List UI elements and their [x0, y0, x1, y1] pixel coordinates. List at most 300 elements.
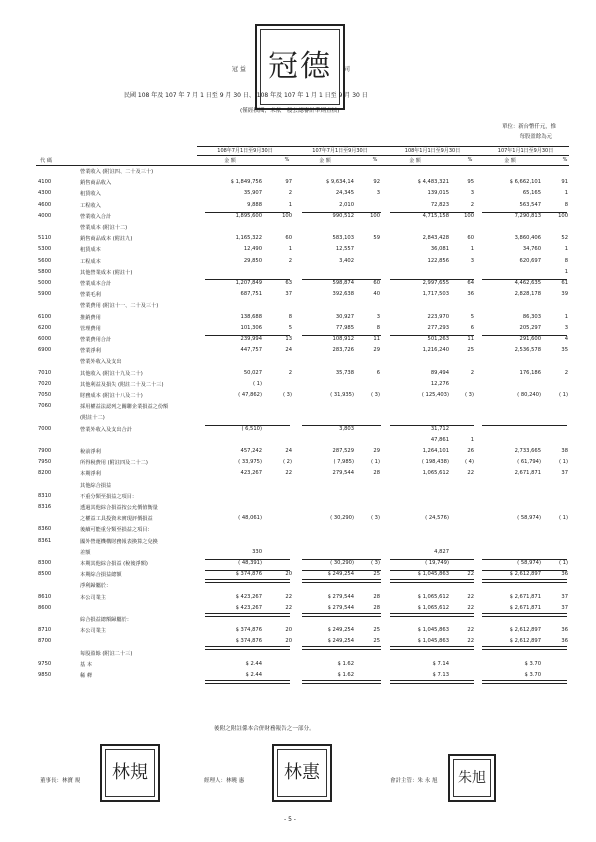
row-code: 8316	[38, 504, 52, 510]
amount-cell: 3,402	[339, 257, 354, 264]
row-label: 後續可能重分類至損益之項目：	[80, 527, 153, 534]
amount-cell: ( 125,403)	[421, 392, 449, 398]
percent-cell: 1	[564, 313, 568, 320]
total-double-rule	[205, 680, 290, 684]
amount-cell: 3,860,406	[514, 235, 541, 242]
report-period: 民國 108 年及 107 年 7 月 1 日至 9 月 30 日、 108 年及 107 年 1 月 1 日至 9 月 30 日	[124, 92, 368, 99]
row-label: 不重分類至損益之項目：	[80, 493, 138, 500]
amount-cell: 2,671,871	[514, 470, 541, 477]
accountant-seal-stamp	[448, 754, 496, 802]
amount-cell: $ 7.14	[432, 660, 449, 667]
percent-cell: ( 3)	[465, 392, 474, 398]
percent-cell: 36	[561, 571, 568, 578]
row-code: 8360	[38, 526, 52, 533]
company-name-prefix: 冠 益	[232, 66, 246, 73]
amount-cell: 3,803	[339, 425, 354, 432]
amount-cell: 279,544	[332, 470, 354, 477]
amount-cell: 34,760	[522, 246, 541, 253]
amount-cell: $ 2,612,897	[509, 638, 541, 645]
percent-cell: 22	[467, 604, 474, 611]
table-row	[0, 381, 596, 391]
row-label: 營業費用合計	[80, 337, 112, 343]
row-label: 稀 釋	[80, 673, 93, 679]
percent-cell: 63	[285, 280, 292, 286]
percent-cell: ( 2)	[283, 459, 292, 466]
percent-cell: 38	[561, 448, 568, 454]
subtotal-rule	[205, 570, 290, 571]
percent-cell: 37	[561, 604, 568, 611]
percent-cell: 25	[373, 638, 380, 645]
amount-header-4: 金 額	[504, 158, 516, 164]
percent-cell: 52	[561, 235, 568, 242]
column-header-3: 108年1月1日至9月30日	[404, 148, 461, 154]
amount-cell: $ 279,544	[327, 593, 354, 600]
row-label: 其他利益及損失 (附註二十及二十三)	[80, 381, 164, 388]
percent-cell: 25	[373, 627, 380, 634]
table-row	[0, 358, 596, 368]
amount-cell: 4,715,158	[422, 212, 449, 219]
code-column-label: 代 碼	[40, 158, 53, 164]
amount-cell: 687,751	[240, 291, 262, 298]
table-row	[0, 526, 596, 536]
row-label: 本期綜合損益總額	[80, 572, 122, 579]
row-label: (附註十二)	[80, 415, 105, 422]
percent-cell: 1	[564, 246, 568, 253]
subtotal-rule	[482, 279, 567, 280]
row-code: 9850	[38, 672, 52, 678]
percent-cell: 37	[561, 593, 568, 600]
amount-cell: 12,490	[243, 246, 262, 253]
subtotal-rule	[482, 425, 567, 426]
amount-cell: 447,757	[240, 347, 262, 354]
percent-cell: ( 1)	[559, 392, 568, 398]
table-row	[0, 459, 596, 469]
amount-header-1: 金 額	[224, 158, 236, 164]
row-label: 之權益工具投資未實現評價損益	[80, 516, 153, 523]
table-row	[0, 213, 596, 223]
percent-cell: ( 3)	[283, 392, 292, 398]
amount-cell: 30,927	[335, 313, 354, 320]
row-code: 7900	[38, 448, 52, 454]
amount-cell: $ 374,876	[235, 627, 262, 634]
accountant-seal-glyph: 朱旭	[458, 770, 486, 786]
amount-cell: ( 31,935)	[330, 392, 354, 398]
table-row	[0, 336, 596, 346]
row-label: 透過其他綜合損益按公允價值衡量	[80, 505, 158, 511]
percent-cell: ( 3)	[371, 560, 380, 566]
total-double-rule	[302, 680, 381, 684]
row-code: 5900	[38, 291, 52, 298]
amount-cell: 138,688	[240, 313, 262, 320]
percent-cell: 5	[288, 324, 292, 331]
row-code: 8310	[38, 492, 52, 499]
percent-cell: 2	[470, 369, 474, 376]
subtotal-rule	[390, 335, 474, 336]
subtotal-rule	[302, 570, 381, 571]
amount-cell: 122,856	[427, 257, 449, 264]
subtotal-rule	[390, 425, 474, 426]
percent-cell: 3	[470, 257, 474, 264]
percent-cell: 39	[561, 291, 568, 298]
percent-cell: 1	[288, 246, 292, 253]
amount-cell: 35,907	[243, 190, 262, 197]
table-row	[0, 661, 596, 671]
row-label: 營業收入 (附註四、二十及三十)	[80, 169, 154, 175]
amount-cell: $ 1,849,756	[230, 179, 262, 186]
percent-cell: ( 3)	[371, 392, 380, 398]
percent-cell: 29	[373, 448, 380, 454]
amount-cell: ( 48,391)	[238, 560, 262, 566]
percent-cell: 1	[470, 246, 474, 253]
amount-cell: $ 374,876	[235, 571, 262, 578]
header-mid-rule	[197, 155, 569, 156]
percent-cell: 3	[470, 190, 474, 197]
amount-cell: ( 58,974)	[517, 515, 541, 522]
percent-cell: 11	[373, 336, 380, 342]
amount-cell: 101,306	[240, 324, 262, 331]
percent-cell: 37	[285, 291, 292, 298]
amount-cell: $ 1.62	[337, 660, 354, 667]
percent-cell: 22	[467, 627, 474, 634]
amount-cell: 72,823	[430, 201, 449, 208]
row-label: 財務成本 (附註十八及二十)	[80, 393, 143, 399]
row-code: 5110	[38, 235, 52, 242]
amount-cell: $ 3.70	[524, 672, 541, 678]
page-number: - 5 -	[284, 816, 296, 823]
percent-cell: 92	[373, 179, 380, 186]
amount-cell: ( 7,985)	[333, 459, 354, 466]
percent-cell: ( 1)	[371, 459, 380, 466]
row-code: 5600	[38, 257, 52, 264]
row-label: 租賃成本	[80, 247, 101, 254]
row-label: 本期其他綜合損益 (稅後淨額)	[80, 561, 148, 567]
row-code: 8700	[38, 638, 52, 645]
table-row	[0, 403, 596, 413]
subtotal-rule	[390, 212, 474, 213]
amount-cell: 139,015	[427, 190, 449, 197]
amount-cell: $ 423,267	[235, 604, 262, 611]
table-row	[0, 437, 596, 447]
table-row	[0, 627, 596, 637]
table-row	[0, 538, 596, 548]
row-label: 本期淨利	[80, 471, 101, 478]
amount-cell: $ 2,612,897	[509, 571, 541, 578]
column-header-1: 108年7月1日至9月30日	[217, 148, 273, 154]
subtotal-rule	[390, 570, 474, 571]
amount-cell: 990,512	[332, 212, 354, 219]
company-seal-glyph: 冠德	[268, 49, 332, 84]
row-label: 營業外收入及支出合計	[80, 426, 132, 433]
chairman-signature-label: 董事長：林寶 規	[40, 778, 81, 784]
table-row	[0, 280, 596, 290]
row-label: 本公司業主	[80, 594, 106, 601]
amount-cell: 287,529	[332, 448, 354, 454]
total-double-rule	[482, 680, 567, 684]
amount-cell: 35,738	[335, 369, 354, 376]
row-label: 租賃收入	[80, 191, 101, 198]
row-code: 8300	[38, 560, 52, 566]
percent-cell: ( 1)	[559, 560, 568, 566]
subtotal-rule	[482, 570, 567, 571]
amount-cell: 423,267	[240, 470, 262, 477]
subtotal-rule	[302, 425, 381, 426]
row-label: 差額	[80, 549, 91, 556]
amount-cell: 1,216,240	[422, 347, 449, 354]
table-row	[0, 594, 596, 604]
amount-cell: 583,103	[332, 235, 354, 242]
row-label: 銷售商品收入	[80, 180, 112, 187]
percent-cell: 22	[467, 638, 474, 645]
amount-cell: 277,293	[427, 324, 449, 331]
percent-cell: 2	[564, 369, 568, 376]
subtotal-rule	[482, 559, 567, 560]
amount-cell: 47,861	[430, 436, 449, 443]
amount-cell: $ 2,612,897	[509, 627, 541, 634]
manager-seal-stamp	[272, 744, 332, 802]
amount-cell: $ 2,671,871	[509, 593, 541, 600]
amount-header-3: 金 額	[409, 158, 421, 164]
amount-cell: $ 2.44	[245, 672, 262, 678]
percent-cell: 22	[467, 571, 474, 578]
table-row	[0, 549, 596, 559]
percent-cell: 22	[285, 604, 292, 611]
row-code: 6100	[38, 313, 52, 320]
percent-cell: ( 1)	[559, 459, 568, 466]
amount-cell: 9,888	[247, 201, 262, 208]
percent-cell: 100	[282, 212, 292, 219]
row-label: 稅前淨利	[80, 449, 101, 455]
amount-cell: 50,027	[243, 369, 262, 376]
amount-cell: $ 1,065,612	[417, 604, 449, 611]
percent-cell: 1	[288, 201, 292, 208]
amount-cell: 2,010	[339, 201, 354, 208]
percent-cell: 1	[564, 190, 568, 197]
row-label: 國外營運機構財務報表換算之兌換	[80, 538, 158, 545]
manager-seal-glyph: 林惠	[284, 762, 320, 783]
amount-cell: 1,895,600	[235, 212, 262, 219]
amount-cell: $ 7.13	[432, 672, 449, 678]
row-label: 銷售商品成本 (附註九)	[80, 236, 133, 243]
amount-cell: 283,726	[332, 347, 354, 354]
amount-cell: $ 1.62	[337, 672, 354, 678]
table-row	[0, 448, 596, 458]
row-code: 6200	[38, 324, 52, 331]
amount-cell: 24,345	[335, 190, 354, 197]
percent-cell: 8	[288, 313, 292, 320]
amount-cell: $ 249,254	[327, 627, 354, 634]
amount-cell: 563,547	[519, 201, 541, 208]
pct-header-3: %	[467, 157, 473, 163]
amount-cell: 239,994	[240, 336, 262, 342]
percent-cell: 4	[564, 336, 568, 342]
amount-cell: ( 1)	[253, 380, 262, 387]
amount-cell: $ 1,045,863	[417, 638, 449, 645]
table-row	[0, 493, 596, 503]
amount-cell: ( 58,974)	[517, 560, 541, 566]
row-label: 本公司業主	[80, 628, 106, 635]
amount-cell: ( 30,290)	[330, 515, 354, 522]
table-row	[0, 325, 596, 335]
subtotal-rule	[205, 279, 290, 280]
row-code: 8610	[38, 593, 52, 600]
table-row	[0, 302, 596, 312]
pct-header-4: %	[562, 157, 568, 163]
row-code: 9750	[38, 660, 52, 667]
row-code: 7950	[38, 459, 52, 466]
amount-cell: $ 249,254	[327, 571, 354, 578]
footer-note: 後附之附註係本合併財務報告之一部分。	[214, 726, 315, 732]
amount-cell: 2,828,178	[514, 291, 541, 298]
amount-cell: ( 198,438)	[421, 459, 449, 466]
table-row	[0, 246, 596, 256]
amount-cell: 501,263	[427, 336, 449, 342]
row-code: 8200	[38, 470, 52, 477]
amount-cell: $ 6,662,101	[509, 179, 541, 186]
amount-cell: $ 3.70	[524, 660, 541, 667]
table-row	[0, 482, 596, 492]
percent-cell: 60	[467, 235, 474, 242]
amount-cell: $ 249,254	[327, 638, 354, 645]
row-code: 4600	[38, 201, 52, 208]
subtotal-rule	[205, 212, 290, 213]
table-row	[0, 314, 596, 324]
amount-cell: 4,827	[434, 548, 449, 555]
amount-cell: ( 33,975)	[238, 459, 262, 466]
percent-cell: 97	[285, 179, 292, 186]
percent-cell: 59	[373, 235, 380, 242]
percent-cell: 25	[467, 347, 474, 354]
row-code: 5300	[38, 246, 52, 253]
amount-cell: 205,297	[519, 324, 541, 331]
amount-cell: $ 4,483,321	[417, 179, 449, 186]
row-code: 8361	[38, 537, 52, 544]
amount-cell: $ 374,876	[235, 638, 262, 645]
row-label: 採用權益法認列之關聯企業損益之份額	[80, 404, 169, 411]
percent-cell: 24	[285, 448, 292, 454]
amount-cell: ( 30,290)	[330, 560, 354, 566]
row-code: 5800	[38, 268, 52, 275]
row-label: 其他營業成本 (附註十)	[80, 269, 133, 276]
amount-cell: $ 423,267	[235, 593, 262, 600]
subtotal-rule	[205, 335, 290, 336]
row-code: 4100	[38, 179, 52, 186]
percent-cell: 22	[285, 470, 292, 477]
percent-cell: 11	[467, 336, 474, 342]
percent-cell: 37	[561, 470, 568, 477]
amount-cell: 457,242	[240, 448, 262, 454]
subtotal-rule	[302, 212, 381, 213]
table-row	[0, 291, 596, 301]
percent-cell: 1	[564, 268, 568, 275]
row-code: 7010	[38, 369, 52, 376]
subtotal-rule	[302, 279, 381, 280]
unit-line-1: 單位：新台幣仟元，惟	[502, 124, 556, 130]
subtotal-rule	[390, 279, 474, 280]
percent-cell: 61	[561, 280, 568, 286]
amount-header-2: 金 額	[319, 158, 331, 164]
amount-cell: ( 6,510)	[241, 425, 262, 432]
row-code: 7020	[38, 380, 52, 387]
subtotal-rule	[482, 212, 567, 213]
row-label: 其他綜合損益	[80, 482, 112, 489]
amount-cell: 620,697	[519, 257, 541, 264]
amount-cell: 4,462,635	[514, 280, 541, 286]
amount-cell: 176,186	[519, 369, 541, 376]
row-label: 營業費用 (附註十一、二十及三十)	[80, 303, 159, 310]
amount-cell: 12,276	[430, 380, 449, 387]
percent-cell: ( 4)	[465, 459, 474, 466]
amount-cell: 36,081	[430, 246, 449, 253]
table-row	[0, 470, 596, 480]
percent-cell: 60	[285, 235, 292, 242]
row-code: 7060	[38, 403, 52, 410]
row-code: 6000	[38, 336, 52, 342]
percent-cell: 100	[558, 212, 568, 219]
percent-cell: 20	[285, 638, 292, 645]
manager-signature-label: 經理人：林曉 惠	[204, 778, 245, 784]
table-row	[0, 235, 596, 245]
percent-cell: 2	[288, 369, 292, 376]
row-label: 營業成本 (附註十二)	[80, 225, 128, 231]
row-label: 營業收入合計	[80, 213, 112, 220]
table-row	[0, 202, 596, 212]
subtotal-rule	[482, 335, 567, 336]
table-row	[0, 426, 596, 436]
table-row	[0, 582, 596, 592]
table-row	[0, 258, 596, 268]
row-code: 8500	[38, 571, 52, 578]
table-row	[0, 224, 596, 234]
amount-cell: 7,290,813	[514, 212, 541, 219]
table-row	[0, 515, 596, 525]
amount-cell: ( 48,061)	[238, 515, 262, 522]
table-row	[0, 370, 596, 380]
row-label: 管理費用	[80, 325, 101, 332]
percent-cell: 20	[285, 627, 292, 634]
row-code: 6900	[38, 347, 52, 354]
percent-cell: ( 1)	[559, 515, 568, 522]
percent-cell: 36	[561, 638, 568, 645]
row-label: 營業淨利	[80, 348, 101, 355]
row-label: 綜合損益總額歸屬於：	[80, 617, 132, 623]
row-code: 8600	[38, 604, 52, 611]
percent-cell: 64	[467, 280, 474, 286]
pct-header-1: %	[284, 157, 290, 163]
table-row	[0, 347, 596, 357]
amount-cell: $ 1,045,863	[417, 627, 449, 634]
percent-cell: 8	[564, 201, 568, 208]
percent-cell: 3	[376, 313, 380, 320]
table-row	[0, 560, 596, 570]
percent-cell: 24	[285, 347, 292, 354]
amount-cell: 1,065,612	[422, 470, 449, 477]
table-row	[0, 168, 596, 178]
percent-cell: 28	[373, 470, 380, 477]
percent-cell: 3	[564, 324, 568, 331]
subtotal-rule	[302, 335, 381, 336]
amount-cell: ( 61,794)	[517, 459, 541, 466]
subtotal-rule	[302, 559, 381, 560]
amount-cell: 65,165	[522, 190, 541, 197]
percent-cell: 22	[285, 593, 292, 600]
percent-cell: 91	[561, 179, 568, 186]
unit-line-2: 每股盈餘為元	[519, 134, 552, 140]
row-label: 營業毛利	[80, 292, 101, 299]
amount-cell: 1,207,849	[235, 280, 262, 286]
row-code: 7000	[38, 425, 52, 432]
amount-cell: 598,874	[332, 280, 354, 286]
percent-cell: 100	[370, 212, 380, 219]
